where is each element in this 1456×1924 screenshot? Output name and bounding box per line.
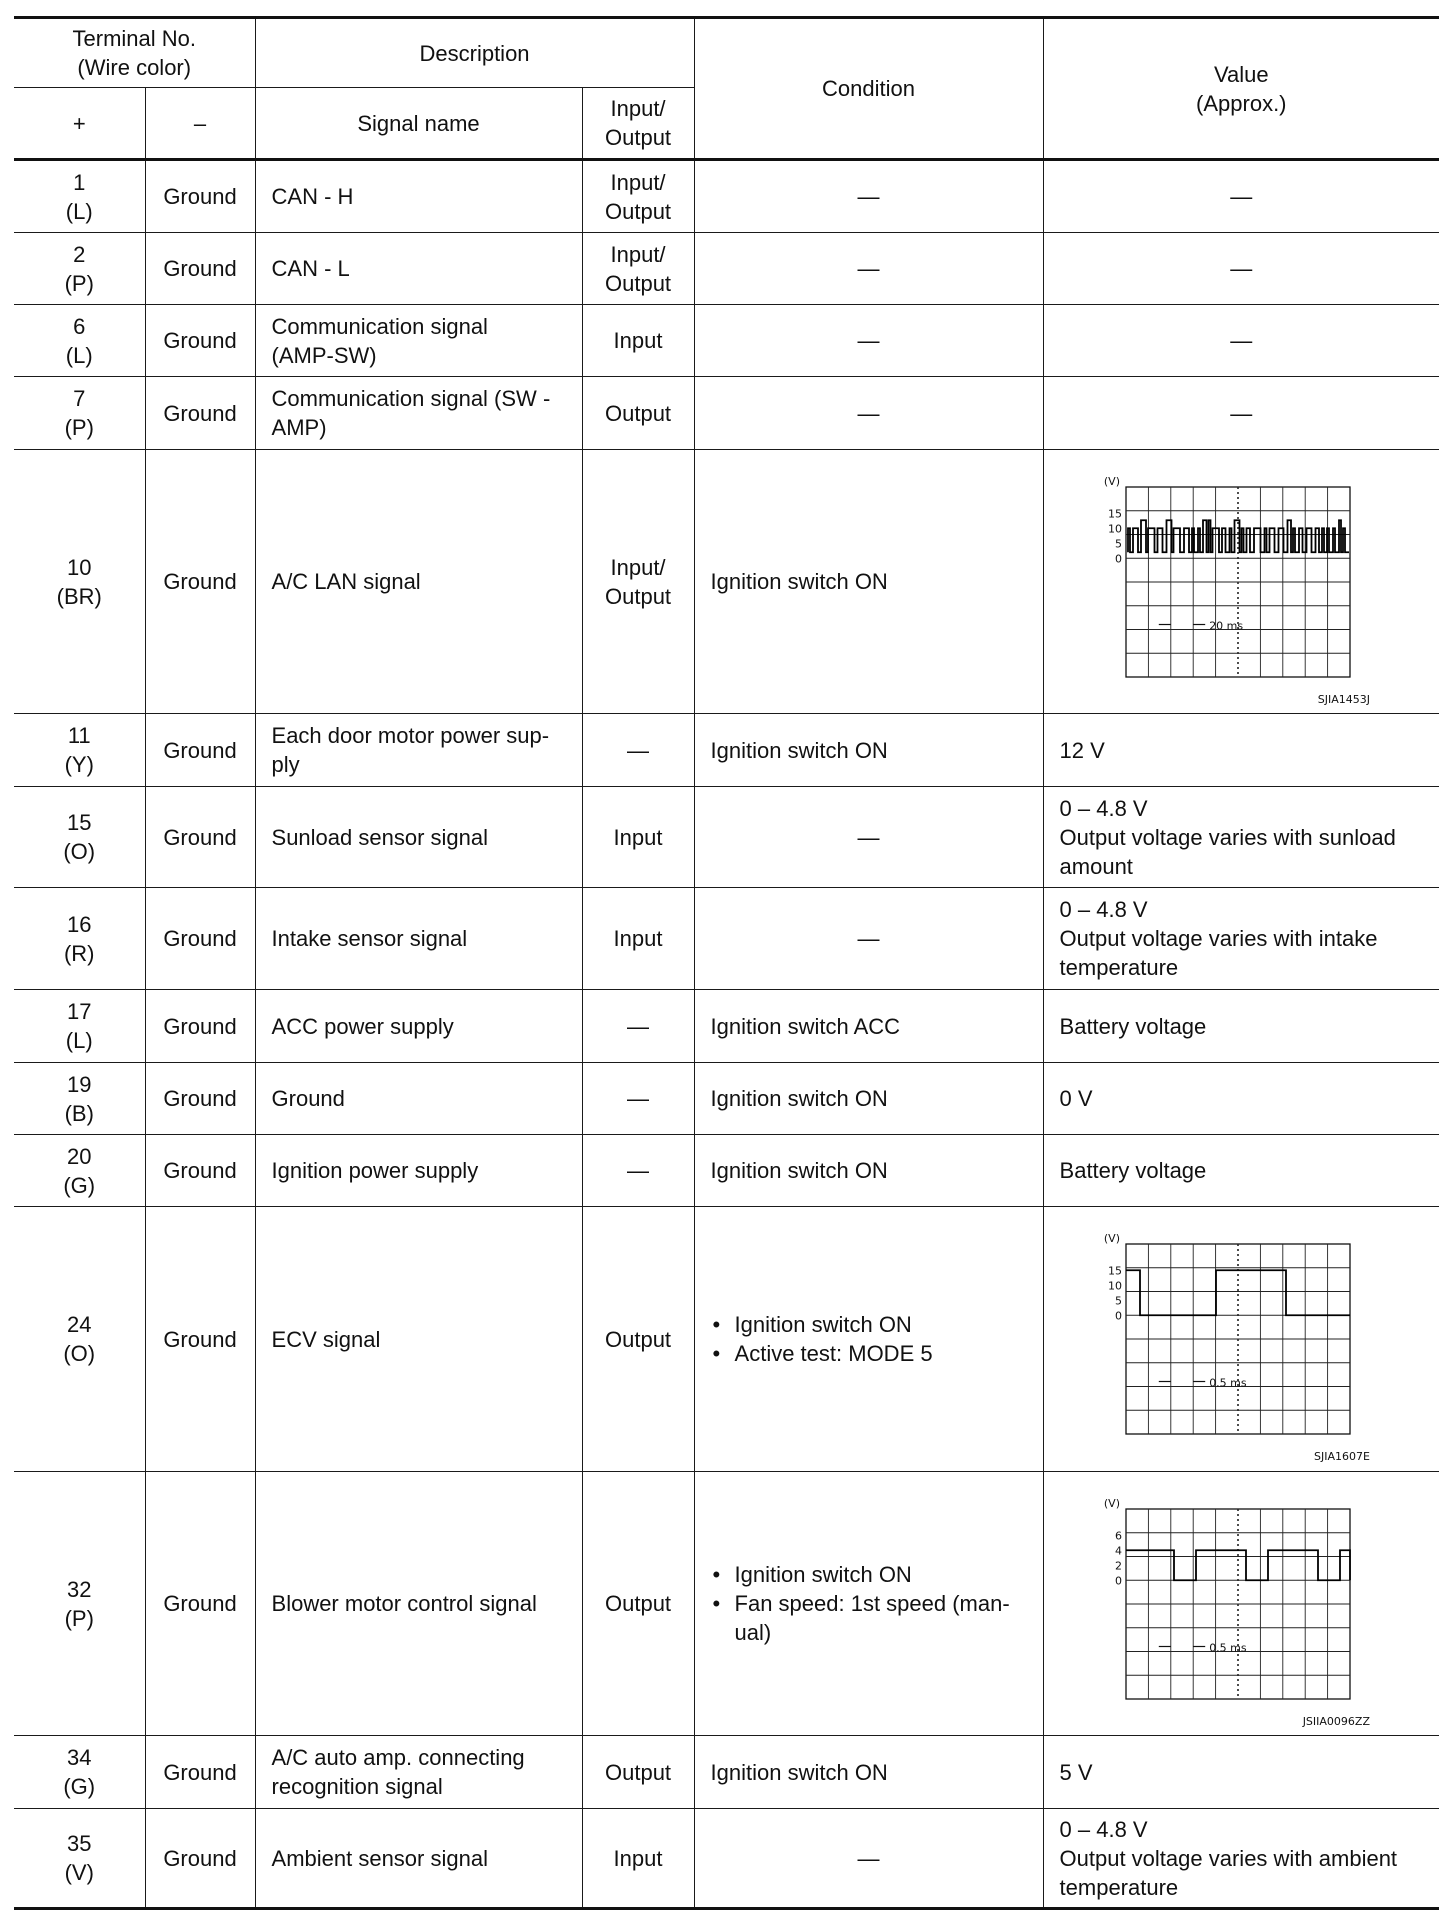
terminal-cell: 1 (L) [14,160,145,233]
io-cell: Input [582,305,694,377]
terminal-cell: 11 (Y) [14,714,145,787]
y-tick-label: 10 [1108,521,1123,535]
io-cell: Input/ Output [582,160,694,233]
condition-cell [694,787,1043,888]
ground-cell: Ground [145,1207,255,1472]
condition-text: — [857,256,880,281]
terminal-cell: 17 (L) [14,990,145,1063]
y-unit-label: (V) [1104,474,1121,488]
figure-code: JSIIA0096ZZ [1302,1714,1371,1728]
terminal-cell: 16 (R) [14,888,145,990]
header-value: Value (Approx.) [1043,18,1439,160]
terminal-cell: 10 (BR) [14,450,145,714]
value-text: — [1230,184,1253,209]
condition-cell [694,1809,1043,1909]
condition-cell [694,1135,1043,1207]
y-tick-label: 15 [1108,1264,1123,1278]
signal-name-cell: Ignition power supply [255,1135,582,1207]
y-tick-label: 5 [1115,536,1123,550]
condition-cell [694,1063,1043,1135]
value-text: 0 – 4.8 V Output voltage varies with ambient temperature [1059,1816,1398,1900]
signal-name-cell: CAN - H [255,160,582,233]
condition-text: Ignition switch ACC [710,1013,901,1039]
io-cell: Output [582,377,694,450]
condition-text: — [857,400,880,426]
header-description: Description [255,18,694,88]
y-tick-label: 4 [1115,1543,1123,1557]
value-cell [1043,888,1439,990]
condition-cell [694,160,1043,233]
y-tick-label: 0 [1115,1573,1123,1587]
ground-cell: Ground [145,714,255,787]
signal-name-cell: Communication signal (SW - AMP) [255,377,582,450]
value-cell [1043,450,1439,714]
value-cell [1043,1809,1439,1909]
terminal-cell: 24 (O) [14,1207,145,1472]
header-minus: – [145,88,255,160]
condition-cell [694,990,1043,1063]
value-text: 0 – 4.8 V Output voltage varies with intake temperature [1059,897,1378,980]
condition-text: Ignition switch ON [710,1158,888,1183]
condition-text: — [857,184,880,209]
table-row [14,233,1439,305]
ground-cell: Ground [145,1472,255,1736]
signal-name-cell: Ambient sensor signal [255,1809,582,1909]
value-text: 0 – 4.8 V Output voltage varies with sunload amount [1059,795,1396,879]
time-scale-label: 0.5 ms [1209,1641,1247,1654]
condition-item: • Fan speed: 1st speed (man- ual) [711,1589,1027,1647]
value-cell [1043,160,1439,233]
y-unit-label: (V) [1104,1496,1121,1510]
table-row [14,714,1439,787]
value-cell [1043,1135,1439,1207]
waveform-chart [1096,457,1386,707]
table-row [14,787,1439,888]
condition-text: Ignition switch ON [710,1759,888,1785]
ground-cell: Ground [145,1736,255,1809]
signal-name-cell: ECV signal [255,1207,582,1472]
ground-cell: Ground [145,1135,255,1207]
y-tick-label: 0 [1115,1309,1123,1323]
signal-name-cell: Sunload sensor signal [255,787,582,888]
value-text: — [1230,256,1253,281]
value-text: Battery voltage [1059,1013,1207,1039]
condition-cell [694,1472,1043,1736]
header-plus: + [14,88,145,160]
condition-text: — [857,328,880,353]
terminal-cell: 2 (P) [14,233,145,305]
header-terminal: Terminal No. (Wire color) [14,18,255,88]
table-row [14,1809,1439,1909]
condition-cell [694,305,1043,377]
io-cell: Input/ Output [582,450,694,714]
table-row [14,888,1439,990]
value-cell [1043,233,1439,305]
figure-code: SJIA1453J [1318,692,1371,706]
value-cell [1043,1207,1439,1472]
table-row [14,305,1439,377]
signal-name-cell: Blower motor control signal [255,1472,582,1736]
io-cell: Input/ Output [582,233,694,305]
y-tick-label: 5 [1115,1294,1123,1308]
ground-cell: Ground [145,233,255,305]
time-scale-label: 0.5 ms [1209,1376,1247,1390]
time-scale-label: 20 ms [1209,619,1244,632]
condition-text: Ignition switch ON [710,569,888,594]
ground-cell: Ground [145,990,255,1063]
terminal-cell: 19 (B) [14,1063,145,1135]
table-row [14,990,1439,1063]
value-text: 12 V [1059,737,1105,763]
table-row [14,450,1439,714]
table-row [14,1063,1439,1135]
condition-cell [694,1207,1043,1472]
y-tick-label: 2 [1115,1558,1123,1572]
table-row [14,160,1439,233]
value-text: Battery voltage [1059,1158,1207,1183]
value-text: 0 V [1059,1086,1093,1111]
signal-name-cell: Communication signal (AMP-SW) [255,305,582,377]
terminal-cell: 7 (P) [14,377,145,450]
ground-cell: Ground [145,787,255,888]
condition-item: • Active test: MODE 5 [711,1339,1027,1368]
value-text: — [1230,400,1253,426]
value-cell [1043,787,1439,888]
y-tick-label: 0 [1115,551,1123,565]
signal-name-cell: A/C LAN signal [255,450,582,714]
value-cell [1043,1736,1439,1809]
table-row [14,1135,1439,1207]
signal-name-cell: A/C auto amp. connecting recognition signal [255,1736,582,1809]
condition-cell [694,450,1043,714]
terminal-cell: 35 (V) [14,1809,145,1909]
io-cell: Input [582,1809,694,1909]
ground-cell: Ground [145,1809,255,1909]
value-text: — [1230,328,1253,353]
condition-text: Ignition switch ON [710,1086,888,1111]
figure-code: SJIA1607E [1314,1450,1371,1463]
condition-text: — [857,1845,880,1871]
signal-name-cell: Intake sensor signal [255,888,582,990]
value-cell [1043,714,1439,787]
waveform-chart [1096,1479,1386,1729]
io-cell: Output [582,1736,694,1809]
condition-text: Ignition switch ON [710,737,888,763]
header-condition: Condition [694,18,1043,160]
waveform-chart [1096,1214,1386,1464]
io-cell: — [582,1063,694,1135]
ground-cell: Ground [145,450,255,714]
ground-cell: Ground [145,888,255,990]
table-row [14,1207,1439,1472]
header-signal-name: Signal name [255,88,582,160]
condition-item: • Ignition switch ON [711,1310,1027,1339]
io-cell: Output [582,1472,694,1736]
table-row [14,1736,1439,1809]
condition-cell [694,714,1043,787]
value-cell [1043,1472,1439,1736]
y-tick-label: 15 [1108,506,1123,520]
io-cell: — [582,714,694,787]
y-tick-label: 6 [1115,1528,1123,1542]
value-cell [1043,305,1439,377]
condition-cell [694,377,1043,450]
condition-item: • Ignition switch ON [711,1560,1027,1589]
io-cell: Output [582,1207,694,1472]
signal-name-cell: CAN - L [255,233,582,305]
condition-list [711,1310,1027,1368]
condition-text: — [857,926,880,951]
ground-cell: Ground [145,160,255,233]
ground-cell: Ground [145,1063,255,1135]
y-tick-label: 10 [1108,1279,1123,1293]
value-cell [1043,1063,1439,1135]
value-cell [1043,377,1439,450]
y-unit-label: (V) [1104,1232,1121,1245]
io-cell: Input [582,787,694,888]
condition-cell [694,888,1043,990]
signal-name-cell: Each door motor power sup- ply [255,714,582,787]
ground-cell: Ground [145,305,255,377]
table-row [14,377,1439,450]
terminal-cell: 32 (P) [14,1472,145,1736]
condition-text: — [857,824,880,850]
signal-name-cell: ACC power supply [255,990,582,1063]
terminal-cell: 34 (G) [14,1736,145,1809]
terminal-cell: 6 (L) [14,305,145,377]
terminal-spec-table [14,16,1439,1910]
io-cell: — [582,990,694,1063]
value-cell [1043,990,1439,1063]
condition-cell [694,233,1043,305]
condition-list [711,1560,1027,1647]
terminal-cell: 15 (O) [14,787,145,888]
terminal-cell: 20 (G) [14,1135,145,1207]
condition-cell [694,1736,1043,1809]
value-text: 5 V [1059,1759,1093,1785]
table-row [14,1472,1439,1736]
io-cell: Input [582,888,694,990]
signal-trace [1126,1270,1350,1315]
signal-name-cell: Ground [255,1063,582,1135]
ground-cell: Ground [145,377,255,450]
header-io: Input/ Output [582,88,694,160]
io-cell: — [582,1135,694,1207]
